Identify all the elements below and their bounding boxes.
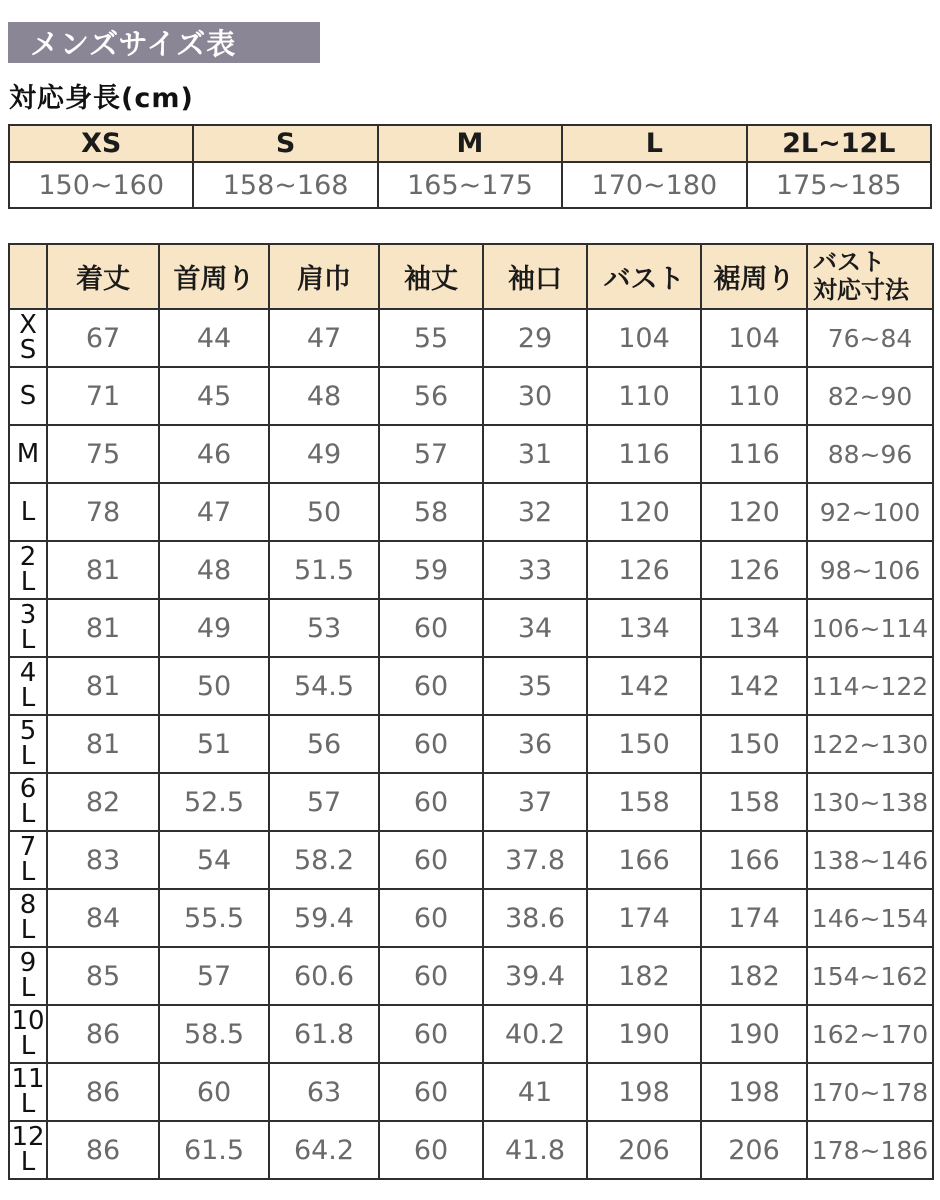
measurement-cell: 106~114: [807, 599, 933, 657]
size-label-cell: [9, 599, 47, 657]
size-label-line: L: [20, 915, 36, 945]
measurement-cell: 81: [47, 541, 159, 599]
measurement-cell: 92~100: [807, 483, 933, 541]
size-table-header-row: [9, 244, 933, 309]
measurement-cell: 154~162: [807, 947, 933, 1005]
measurement-cell: 76~84: [807, 309, 933, 367]
measurement-cell: 56: [269, 715, 379, 773]
measurement-cell: 98~106: [807, 541, 933, 599]
measurement-cell: 198: [701, 1063, 807, 1121]
measurement-cell: 120: [701, 483, 807, 541]
measurement-cell: 38.6: [483, 889, 587, 947]
measurement-cell: 47: [269, 309, 379, 367]
size-label-line: 9: [19, 948, 37, 979]
measurement-cell: 40.2: [483, 1005, 587, 1063]
measurement-cell: 48: [269, 367, 379, 425]
height-table: [8, 124, 932, 209]
measurement-cell: 50: [159, 657, 269, 715]
col-header: 肩巾: [269, 244, 379, 309]
height-table-value-row: [9, 162, 931, 208]
measurement-cell: 178~186: [807, 1121, 933, 1179]
measurement-cell: 60: [379, 1121, 483, 1179]
measurement-cell: 49: [269, 425, 379, 483]
measurement-cell: 170~178: [807, 1063, 933, 1121]
measurement-cell: 130~138: [807, 773, 933, 831]
measurement-cell: 150: [701, 715, 807, 773]
measurement-cell: 142: [701, 657, 807, 715]
measurement-cell: 138~146: [807, 831, 933, 889]
size-label-cell: [9, 831, 47, 889]
measurement-cell: 71: [47, 367, 159, 425]
size-label-line: L: [20, 683, 36, 713]
height-col-header: S: [193, 125, 377, 162]
measurement-cell: 50: [269, 483, 379, 541]
size-label-line: L: [20, 567, 36, 597]
measurement-cell: 61.8: [269, 1005, 379, 1063]
height-range-cell: 150~160: [9, 162, 193, 208]
measurement-cell: 60: [379, 831, 483, 889]
measurement-cell: 31: [483, 425, 587, 483]
size-row-L: [9, 483, 933, 541]
measurement-cell: 75: [47, 425, 159, 483]
size-label-line: M: [16, 438, 40, 469]
size-label-cell: [9, 657, 47, 715]
measurement-cell: 134: [587, 599, 701, 657]
size-label-line: L: [20, 973, 36, 1003]
measurement-cell: 182: [701, 947, 807, 1005]
measurement-cell: 88~96: [807, 425, 933, 483]
size-label-line: 6: [19, 774, 37, 805]
height-col-header: L: [562, 125, 746, 162]
size-label-line: S: [19, 380, 37, 411]
measurement-cell: 37.8: [483, 831, 587, 889]
col-header: 首周り: [159, 244, 269, 309]
measurement-cell: 51.5: [269, 541, 379, 599]
measurement-cell: 36: [483, 715, 587, 773]
measurement-cell: 82~90: [807, 367, 933, 425]
page-title-banner: [8, 22, 320, 63]
measurement-cell: 86: [47, 1121, 159, 1179]
size-row-8L: [9, 889, 933, 947]
measurement-cell: 83: [47, 831, 159, 889]
measurement-cell: 166: [587, 831, 701, 889]
measurement-cell: 60: [379, 1005, 483, 1063]
measurement-cell: 56: [379, 367, 483, 425]
measurement-cell: 41.8: [483, 1121, 587, 1179]
col-header-bust-range: [807, 244, 933, 309]
measurement-cell: 57: [159, 947, 269, 1005]
corner-cell: [9, 244, 47, 309]
size-row-3L: [9, 599, 933, 657]
measurement-cell: 59.4: [269, 889, 379, 947]
size-label-cell: [9, 1063, 47, 1121]
measurement-cell: 63: [269, 1063, 379, 1121]
size-row-2L: [9, 541, 933, 599]
size-label-cell: [9, 1121, 47, 1179]
measurement-cell: 60.6: [269, 947, 379, 1005]
measurement-cell: 60: [379, 773, 483, 831]
size-label-line: L: [20, 857, 36, 887]
measurement-cell: 64.2: [269, 1121, 379, 1179]
measurement-cell: 126: [587, 541, 701, 599]
measurement-cell: 190: [587, 1005, 701, 1063]
height-col-header: XS: [9, 125, 193, 162]
measurement-cell: 35: [483, 657, 587, 715]
height-range-cell: 165~175: [378, 162, 562, 208]
measurement-cell: 29: [483, 309, 587, 367]
size-label-line: L: [20, 741, 36, 771]
measurement-cell: 150: [587, 715, 701, 773]
measurement-cell: 84: [47, 889, 159, 947]
measurement-cell: 198: [587, 1063, 701, 1121]
col-header-line: 対応寸法: [813, 275, 909, 304]
measurement-cell: 45: [159, 367, 269, 425]
size-row-10L: [9, 1005, 933, 1063]
measurement-cell: 126: [701, 541, 807, 599]
measurement-cell: 122~130: [807, 715, 933, 773]
size-row-7L: [9, 831, 933, 889]
measurement-cell: 206: [701, 1121, 807, 1179]
size-label-cell: [9, 773, 47, 831]
measurement-cell: 59: [379, 541, 483, 599]
measurement-cell: 120: [587, 483, 701, 541]
measurement-cell: 166: [701, 831, 807, 889]
measurement-cell: 60: [379, 599, 483, 657]
size-label-line: 8: [19, 890, 37, 921]
size-label-line: 12: [11, 1122, 45, 1153]
size-label-line: 11: [11, 1064, 45, 1095]
size-label-line: L: [20, 1089, 36, 1119]
col-header: 着丈: [47, 244, 159, 309]
measurement-cell: 110: [587, 367, 701, 425]
measurement-cell: 57: [269, 773, 379, 831]
size-row-4L: [9, 657, 933, 715]
measurement-cell: 206: [587, 1121, 701, 1179]
measurement-cell: 46: [159, 425, 269, 483]
measurement-cell: 81: [47, 657, 159, 715]
measurement-cell: 134: [701, 599, 807, 657]
size-label-line: L: [20, 1031, 36, 1061]
col-header: 袖口: [483, 244, 587, 309]
size-label-line: 5: [19, 716, 37, 747]
measurement-cell: 61.5: [159, 1121, 269, 1179]
measurement-cell: 33: [483, 541, 587, 599]
size-label-line: 7: [19, 832, 37, 863]
size-label-line: 2: [19, 542, 37, 573]
measurement-cell: 32: [483, 483, 587, 541]
size-label-line: L: [20, 1147, 36, 1177]
measurement-cell: 60: [379, 715, 483, 773]
measurement-cell: 60: [379, 1063, 483, 1121]
measurement-cell: 37: [483, 773, 587, 831]
size-label-cell: [9, 309, 47, 367]
col-header: 裾周り: [701, 244, 807, 309]
measurement-cell: 174: [587, 889, 701, 947]
measurement-cell: 55.5: [159, 889, 269, 947]
measurement-cell: 158: [701, 773, 807, 831]
measurement-cell: 47: [159, 483, 269, 541]
measurement-cell: 55: [379, 309, 483, 367]
size-label-cell: [9, 889, 47, 947]
measurement-cell: 51: [159, 715, 269, 773]
measurement-cell: 60: [379, 947, 483, 1005]
measurement-cell: 86: [47, 1005, 159, 1063]
measurement-cell: 49: [159, 599, 269, 657]
size-label-line: S: [19, 335, 37, 365]
measurement-cell: 158: [587, 773, 701, 831]
col-header: 袖丈: [379, 244, 483, 309]
measurement-cell: 114~122: [807, 657, 933, 715]
measurement-cell: 190: [701, 1005, 807, 1063]
height-table-header-row: [9, 125, 931, 162]
size-label-cell: [9, 367, 47, 425]
height-col-header: 2L~12L: [747, 125, 931, 162]
measurement-cell: 67: [47, 309, 159, 367]
measurement-cell: 58.5: [159, 1005, 269, 1063]
size-label-line: 10: [11, 1006, 45, 1037]
measurement-cell: 104: [587, 309, 701, 367]
height-range-cell: 175~185: [747, 162, 931, 208]
measurement-cell: 146~154: [807, 889, 933, 947]
measurement-cell: 54: [159, 831, 269, 889]
measurement-cell: 58: [379, 483, 483, 541]
size-label-line: 4: [19, 658, 37, 689]
measurement-cell: 48: [159, 541, 269, 599]
col-header: バスト: [587, 244, 701, 309]
measurement-cell: 174: [701, 889, 807, 947]
size-row-S: [9, 367, 933, 425]
measurement-cell: 58.2: [269, 831, 379, 889]
size-label-line: L: [20, 625, 36, 655]
measurement-cell: 116: [701, 425, 807, 483]
size-label-cell: [9, 541, 47, 599]
height-col-header: M: [378, 125, 562, 162]
measurement-cell: 142: [587, 657, 701, 715]
size-label-line: L: [20, 799, 36, 829]
size-row-M: [9, 425, 933, 483]
measurement-cell: 41: [483, 1063, 587, 1121]
size-row-9L: [9, 947, 933, 1005]
measurement-cell: 85: [47, 947, 159, 1005]
measurement-cell: 82: [47, 773, 159, 831]
measurement-cell: 53: [269, 599, 379, 657]
col-header-line: バスト: [813, 247, 885, 276]
measurement-cell: 44: [159, 309, 269, 367]
measurement-cell: 116: [587, 425, 701, 483]
size-label-line: X: [19, 310, 37, 341]
measurement-cell: 57: [379, 425, 483, 483]
measurement-cell: 78: [47, 483, 159, 541]
height-table-caption: 対応身長(cm): [9, 83, 194, 114]
measurement-cell: 52.5: [159, 773, 269, 831]
measurement-cell: 60: [159, 1063, 269, 1121]
measurement-cell: 60: [379, 657, 483, 715]
size-row-5L: [9, 715, 933, 773]
measurement-cell: 60: [379, 889, 483, 947]
size-label-line: L: [20, 496, 36, 527]
size-row-XS: [9, 309, 933, 367]
measurement-cell: 81: [47, 599, 159, 657]
size-row-12L: [9, 1121, 933, 1179]
measurement-cell: 110: [701, 367, 807, 425]
size-label-cell: [9, 1005, 47, 1063]
size-table: [8, 243, 934, 1180]
measurement-cell: 39.4: [483, 947, 587, 1005]
size-label-line: 3: [19, 600, 37, 631]
measurement-cell: 34: [483, 599, 587, 657]
size-row-6L: [9, 773, 933, 831]
measurement-cell: 30: [483, 367, 587, 425]
size-label-cell: [9, 425, 47, 483]
measurement-cell: 182: [587, 947, 701, 1005]
size-label-cell: [9, 947, 47, 1005]
height-range-cell: 158~168: [193, 162, 377, 208]
measurement-cell: 162~170: [807, 1005, 933, 1063]
measurement-cell: 86: [47, 1063, 159, 1121]
measurement-cell: 54.5: [269, 657, 379, 715]
measurement-cell: 104: [701, 309, 807, 367]
size-label-cell: [9, 483, 47, 541]
measurement-cell: 81: [47, 715, 159, 773]
size-row-11L: [9, 1063, 933, 1121]
height-range-cell: 170~180: [562, 162, 746, 208]
size-label-cell: [9, 715, 47, 773]
page-title: メンズサイズ表: [30, 27, 237, 61]
